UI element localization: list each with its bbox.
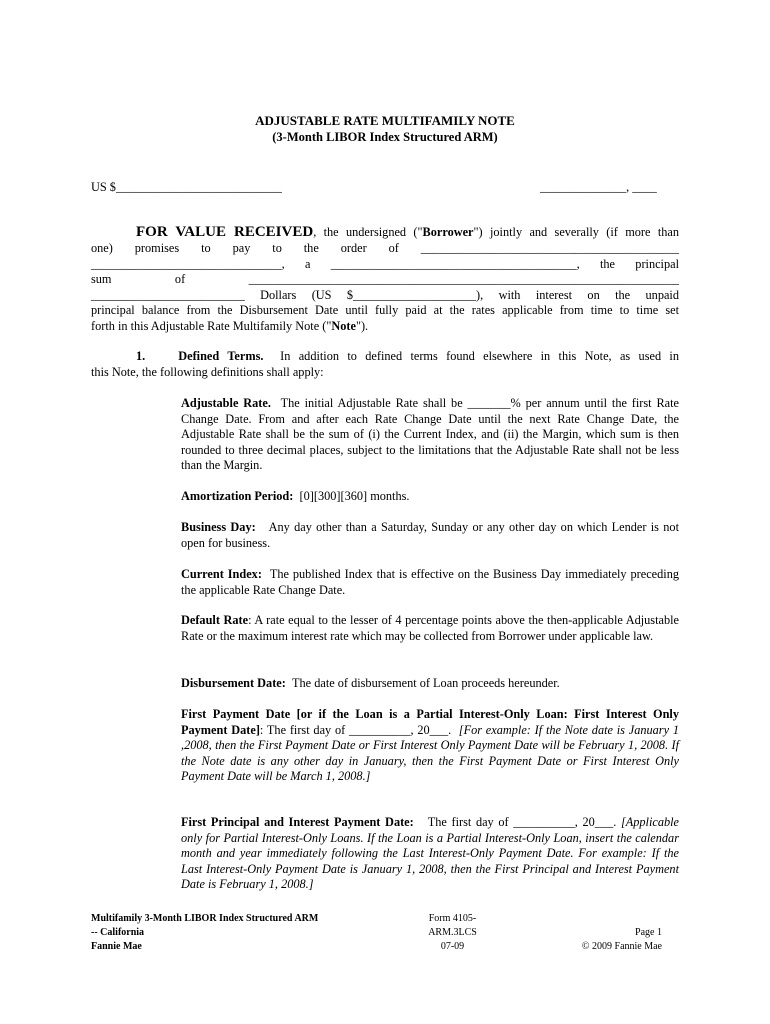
def-first-payment-date: First Payment Date [or if the Loan is a Partial Interest-Only Loan: First Interest Only Payment Date]: The first day of __________, 20___. [For example: If the Note date is January 1 ,2008, then the First Payment Date or First Interest Only Payment Date will be February 1, 2008. If the Note date is any other day in January, then the First Payment Date or First Interest Only Payment Date will be March 1, 2008.] xyxy=(181,707,679,783)
title-line-1: ADJUSTABLE RATE MULTIFAMILY NOTE xyxy=(255,113,515,128)
intro-line-2: one) promises to pay to the order of __________________________________________ xyxy=(91,241,679,255)
intro-line-3: _______________________________, a ________________________________________, the principal xyxy=(91,256,679,271)
footer-form-number: Form 4105- ARM.3LCS 07-09 xyxy=(428,913,477,952)
intro-line-5: _________________________ Dollars (US $____________________), with interest on the unpaid xyxy=(91,287,679,302)
section-heading: Defined Terms. xyxy=(178,349,264,363)
intro-paragraph xyxy=(91,223,679,334)
def-amortization-period: Amortization Period: [0][300][360] months. xyxy=(181,489,410,503)
date-line: ______________, ____ xyxy=(540,180,657,194)
def-first-principal-interest-date: First Principal and Interest Payment Date: The first day of __________, 20___. [Applicable only for Partial Interest-Only Loans. If the Loan is a Partial Interest-Only Loan, insert the calendar month and year immediately following the Last Interest-Only Payment Date. For example: If the Last Interest-Only Payment Date is January 1, 2008, then the First Principal and Interest Payment Date is February 1, 2008.] xyxy=(181,815,680,891)
footer-left: Multifamily 3-Month LIBOR Index Structured ARM -- California Fannie Mae xyxy=(91,913,319,952)
def-term: Business Day: xyxy=(181,520,256,534)
intro-line-6: principal balance from the Disbursement Date until fully paid at the rates applicable from time to time set xyxy=(91,303,679,317)
borrower-term: Borrower xyxy=(422,225,474,239)
note-term: Note xyxy=(331,318,356,333)
def-default-rate: Default Rate: A rate equal to the lesser of 4 percentage points above the then-applicable Adjustable Rate or the maximum interest rate which may be collected from Borrower under applicable law. xyxy=(181,613,679,643)
def-term: Disbursement Date: xyxy=(181,676,286,690)
def-term: Adjustable Rate. xyxy=(181,396,271,410)
def-business-day: Business Day: Any day other than a Saturday, Sunday or any other day on which Lender is not open for business. xyxy=(181,520,679,550)
def-adjustable-rate: Adjustable Rate. The initial Adjustable Rate shall be _______% per annum until the first Rate Change Date. From and after each Rate Change Date until the next Rate Change Date, the Adjustable Rate shall be the sum of (i) the Current Index, and (ii) the Margin, which sum is then rounded to three decimal places, subject to the limitations that the Adjustable Rate shall not be less than the Margin. xyxy=(181,396,679,472)
section-number: 1. xyxy=(136,349,146,363)
section-1 xyxy=(91,349,679,380)
def-term: Current Index: xyxy=(181,567,262,581)
amount-line: US $___________________________ xyxy=(91,180,282,194)
section-1-line-1: 1. Defined Terms. In addition to defined terms found elsewhere in this Note, as used in xyxy=(136,349,679,363)
def-disbursement-date: Disbursement Date: The date of disbursement of Loan proceeds hereunder. xyxy=(181,676,560,690)
def-term: First Payment Date [or if the Loan is a Partial Interest-Only Loan: First Interest Only Payment Date] xyxy=(181,707,679,737)
value-received-lead: FOR VALUE RECEIVED xyxy=(136,224,314,240)
footer-right xyxy=(540,926,662,954)
intro-line-7: forth in this Adjustable Rate Multifamily Note ("Note"). xyxy=(91,318,369,333)
def-current-index: Current Index: The published Index that is effective on the Business Day immediately preceding the applicable Rate Change Date. xyxy=(181,567,680,597)
section-1-line-2: this Note, the following definitions shall apply: xyxy=(91,364,324,379)
intro-line-1: FOR VALUE RECEIVED, the undersigned ("Borrower") jointly and severally (if more than xyxy=(136,224,679,240)
def-term: Default Rate xyxy=(181,613,249,627)
def-term: First Principal and Interest Payment Date: xyxy=(181,815,414,829)
title-line-2: (3-Month LIBOR Index Structured ARM) xyxy=(272,130,498,144)
document-title xyxy=(0,113,770,145)
intro-line-4: sum of ______________________________________________________________________ xyxy=(91,272,679,286)
copyright: © 2009 Fannie Mae xyxy=(581,941,662,952)
page-number: Page 1 xyxy=(635,927,662,938)
def-term: Amortization Period: xyxy=(181,489,294,503)
